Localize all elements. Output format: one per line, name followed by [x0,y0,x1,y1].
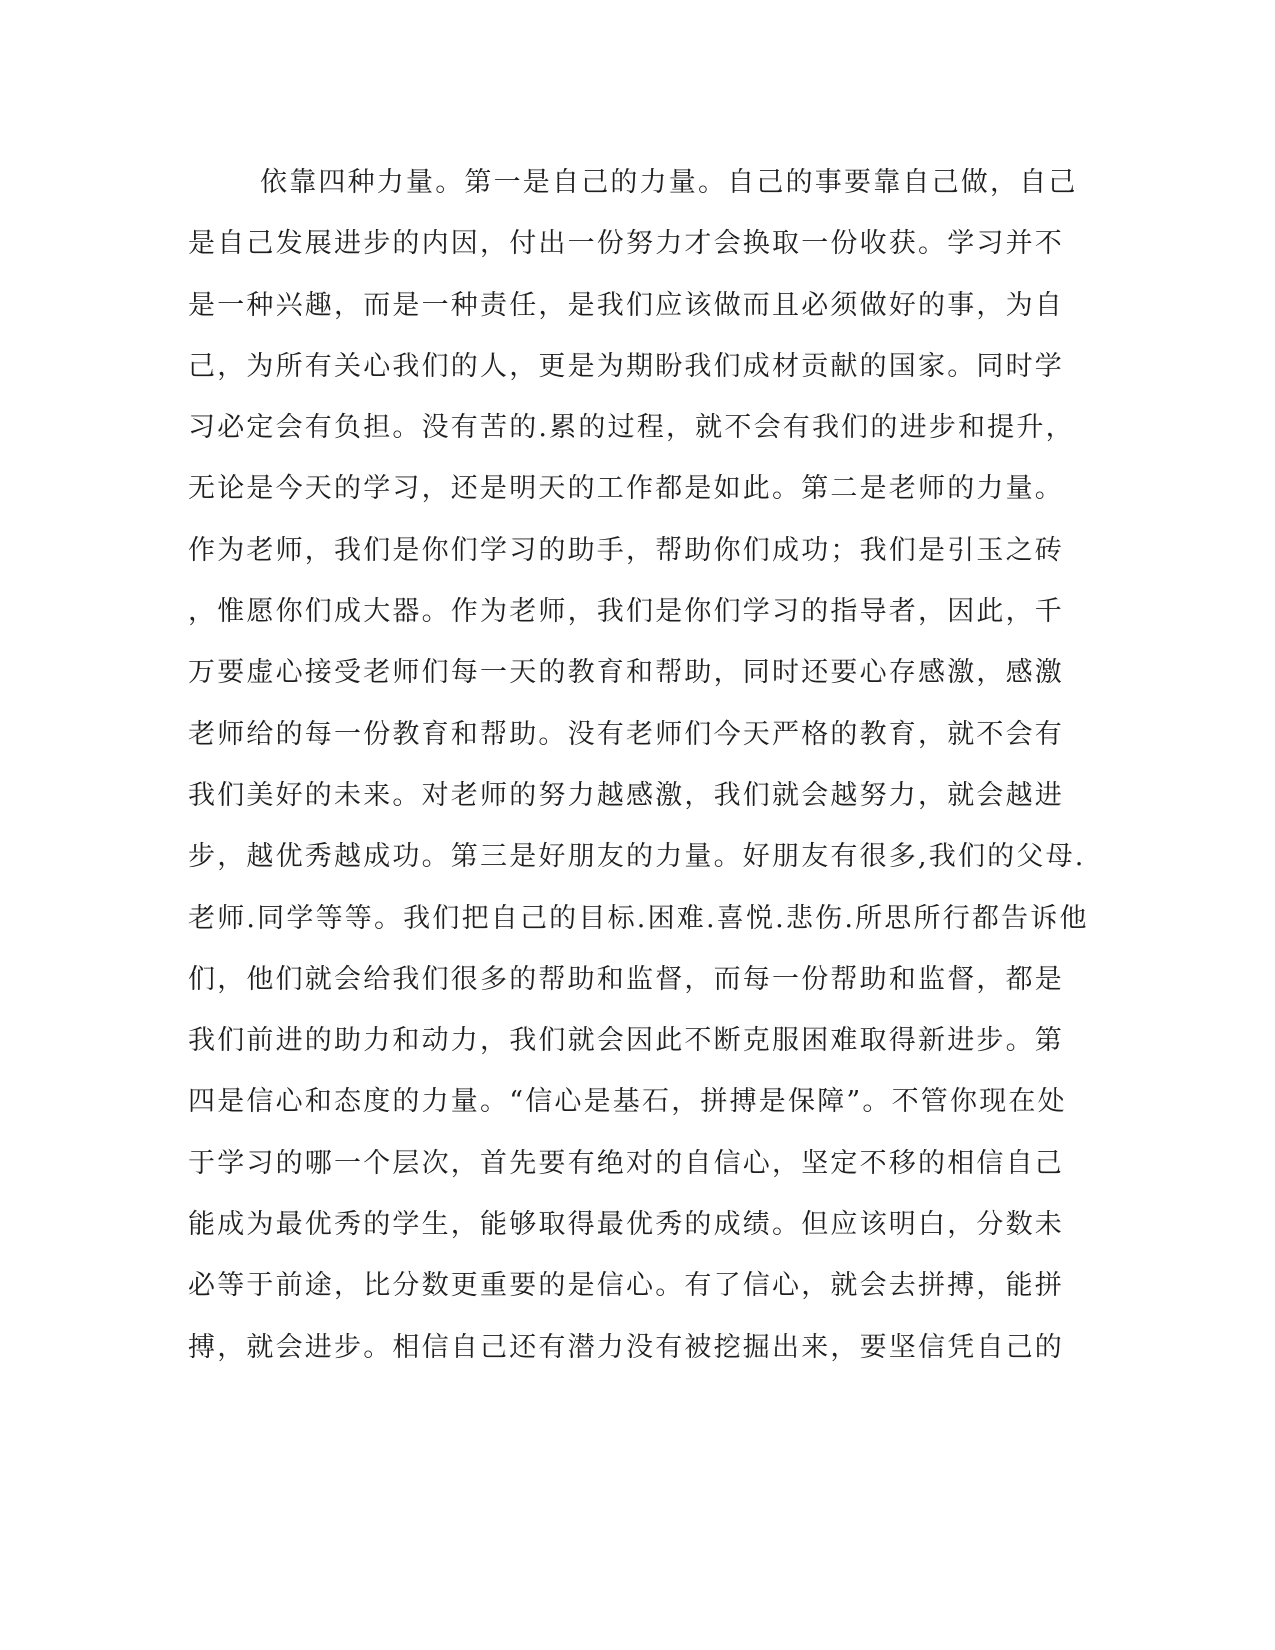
text-line: 我们前进的助力和动力，我们就会因此不断克服困难取得新进步。第 [188,1025,1064,1057]
text-line: 无论是今天的学习，还是明天的工作都是如此。第二是老师的力量。 [188,473,1064,505]
text-line: 是自己发展进步的内因，付出一份努力才会换取一份收获。学习并不 [188,228,1064,260]
text-line: ，惟愿你们成大器。作为老师，我们是你们学习的指导者，因此，千 [188,596,1064,628]
text-line: 们，他们就会给我们很多的帮助和监督，而每一份帮助和监督，都是 [188,963,1064,995]
text-line: 己，为所有关心我们的人，更是为期盼我们成材贡献的国家。同时学 [188,350,1064,382]
text-line: 搏，就会进步。相信自己还有潜力没有被挖掘出来，要坚信凭自己的 [188,1331,1064,1363]
text-line: 能成为最优秀的学生，能够取得最优秀的成绩。但应该明白，分数未 [188,1209,1064,1241]
text-line: 老师.同学等等。我们把自己的目标.困难.喜悦.悲伤.所思所行都告诉他 [188,902,1089,934]
text-line: 四是信心和态度的力量。“信心是基石，拼搏是保障”。不管你现在处 [188,1086,1067,1118]
text-line: 于学习的哪一个层次，首先要有绝对的自信心，坚定不移的相信自己 [188,1147,1064,1179]
text-line: 习必定会有负担。没有苦的.累的过程，就不会有我们的进步和提升， [188,412,1075,444]
text-line: 依靠四种力量。第一是自己的力量。自己的事要靠自己做，自己 [260,167,1078,198]
text-line: 老师给的每一份教育和帮助。没有老师们今天严格的教育，就不会有 [188,718,1064,750]
text-line: 我们美好的未来。对老师的努力越感激，我们就会越努力，就会越进 [188,779,1064,811]
text-line: 万要虚心接受老师们每一天的教育和帮助，同时还要心存感激，感激 [188,657,1064,689]
text-line: 是一种兴趣，而是一种责任，是我们应该做而且必须做好的事，为自 [188,289,1064,321]
text-line: 作为老师，我们是你们学习的助手，帮助你们成功；我们是引玉之砖 [188,534,1064,566]
text-line: 步，越优秀越成功。第三是好朋友的力量。好朋友有很多,我们的父母. [188,841,1086,873]
text-line: 必等于前途，比分数更重要的是信心。有了信心，就会去拼搏，能拼 [188,1270,1064,1302]
body-paragraph [188,163,1089,1389]
